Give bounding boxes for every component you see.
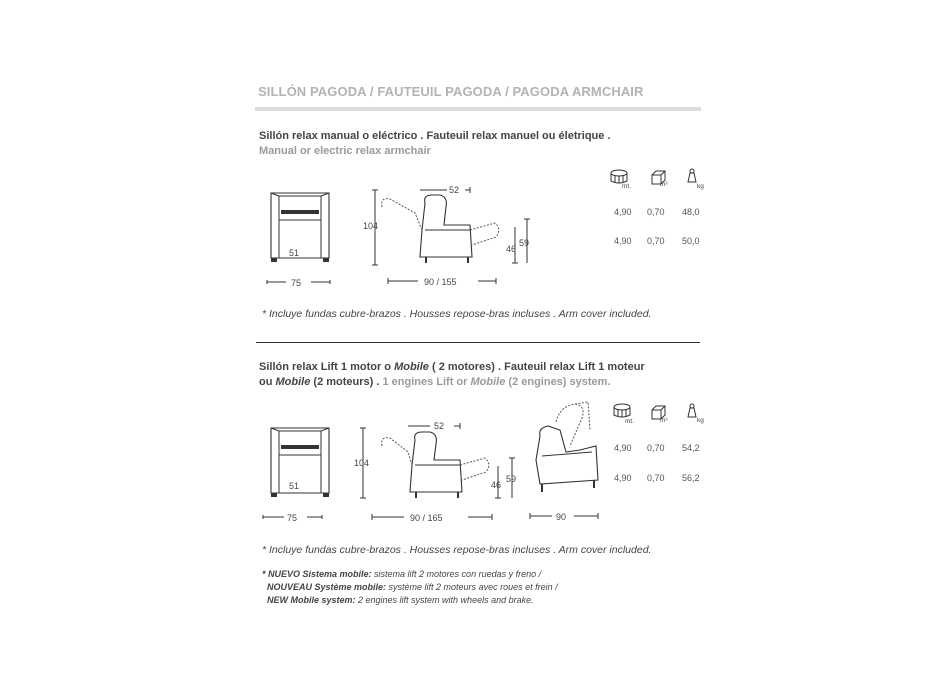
lift-length-dimension: 90: [556, 512, 567, 522]
spec1-row1-mt: 4,90: [614, 207, 632, 217]
front-view-drawing-1: [266, 190, 336, 265]
section-divider: [256, 342, 700, 343]
section1-title-en: Manual or electric relax armchair: [259, 145, 431, 157]
spec1-row1-m3: 0,70: [647, 207, 665, 217]
side-length-dimension-1: 90 / 155: [424, 277, 457, 287]
spec1-row2-mt: 4,90: [614, 236, 632, 246]
side-top-dimension-1: 52: [449, 185, 460, 195]
unit-mt-2: mt.: [625, 418, 635, 425]
section2-title-en-mobile: Mobile: [470, 376, 506, 388]
side-arm-dimension-2: 59: [506, 474, 517, 484]
spec2-row1-mt: 4,90: [614, 443, 632, 453]
spec1-row2-kg: 50,0: [682, 236, 700, 246]
side-seat-dimension-2: 46: [491, 480, 502, 490]
side-height-dimension-2: 104: [354, 458, 370, 468]
front-view-drawing-2: [266, 425, 336, 500]
spec1-row2-m3: 0,70: [647, 236, 665, 246]
mobile-label-en: NEW Mobile system:: [267, 595, 356, 605]
mobile-line-3: [262, 594, 558, 607]
spec2-row2-mt: 4,90: [614, 473, 632, 483]
section2-title-es-mobile: Mobile: [394, 361, 429, 373]
mobile-text-en: 2 engines lift system with wheels and brake.: [355, 595, 534, 605]
unit-kg-2: kg: [697, 417, 704, 424]
spec2-row1-kg: 54,2: [682, 443, 700, 453]
title-underline: [255, 107, 701, 111]
section2-title-es-a: Sillón relax Lift 1 motor o: [259, 361, 395, 373]
section2-title-fr-b: ou: [259, 376, 276, 388]
front-seat-dimension-1: 51: [289, 248, 300, 258]
mobile-system-note: [262, 568, 558, 607]
side-view-drawing-1: [370, 185, 540, 285]
front-width-dimension-1: 75: [291, 278, 302, 288]
side-height-dimension-1: 104: [363, 221, 379, 231]
side-view-drawing-2: [360, 418, 525, 523]
lift-view-drawing: [520, 400, 605, 525]
front-seat-dimension-2: 51: [289, 481, 300, 491]
section2-title-fr-mobile: Mobile: [275, 376, 311, 388]
spec2-row2-kg: 56,2: [682, 473, 700, 483]
fabric-roll-icon: [612, 403, 632, 419]
section2-title-fr-c: (2 moteurs) .: [310, 376, 380, 388]
unit-kg-1: kg: [697, 183, 704, 190]
section2-title-en-b: (2 engines) system.: [505, 376, 611, 388]
side-seat-dimension-1: 46: [506, 244, 517, 254]
section2-title: [259, 360, 645, 390]
side-length-dimension-2: 90 / 165: [410, 513, 443, 523]
spec1-row1-kg: 48,0: [682, 207, 700, 217]
mobile-label-fr: NOUVEAU Système mobile:: [267, 582, 387, 592]
section2-title-en-a: 1 engines Lift or: [379, 376, 471, 388]
section1-title-es: Sillón relax manual o eléctrico: [259, 130, 418, 142]
section2-title-es-b: ( 2 motores): [428, 361, 495, 373]
unit-m3-2: m³: [660, 417, 668, 424]
side-arm-dimension-1: 59: [519, 238, 530, 248]
spec2-row2-m3: 0,70: [647, 473, 665, 483]
mobile-line-2: [262, 581, 558, 594]
front-width-dimension-2: 75: [287, 513, 298, 523]
section2-note: * Incluye fundas cubre-brazos . Housses repose-bras incluses . Arm cover included.: [262, 544, 652, 556]
section1-title: [259, 129, 611, 159]
section1-note: * Incluye fundas cubre-brazos . Housses repose-bras incluses . Arm cover included.: [262, 308, 652, 320]
section1-title-fr: . Fauteuil relax manuel ou életrique .: [417, 130, 611, 142]
side-top-dimension-2: 52: [434, 421, 445, 431]
mobile-text-fr: système lift 2 moteurs avec roues et frein /: [386, 582, 558, 592]
section2-title-fr-a: . Fauteuil relax Lift 1 moteur: [494, 361, 645, 373]
unit-m3-1: m³: [660, 181, 668, 188]
mobile-line-1: [262, 568, 558, 581]
unit-mt-1: mt.: [622, 183, 632, 190]
mobile-text-es: sistema lift 2 motores con ruedas y freno /: [371, 569, 542, 579]
page-title: SILLÓN PAGODA / FAUTEUIL PAGODA / PAGODA ARMCHAIR: [258, 84, 644, 99]
mobile-label-es: * NUEVO Sistema mobile:: [262, 569, 372, 579]
weight-icon: [685, 168, 699, 184]
spec2-row1-m3: 0,70: [647, 443, 665, 453]
